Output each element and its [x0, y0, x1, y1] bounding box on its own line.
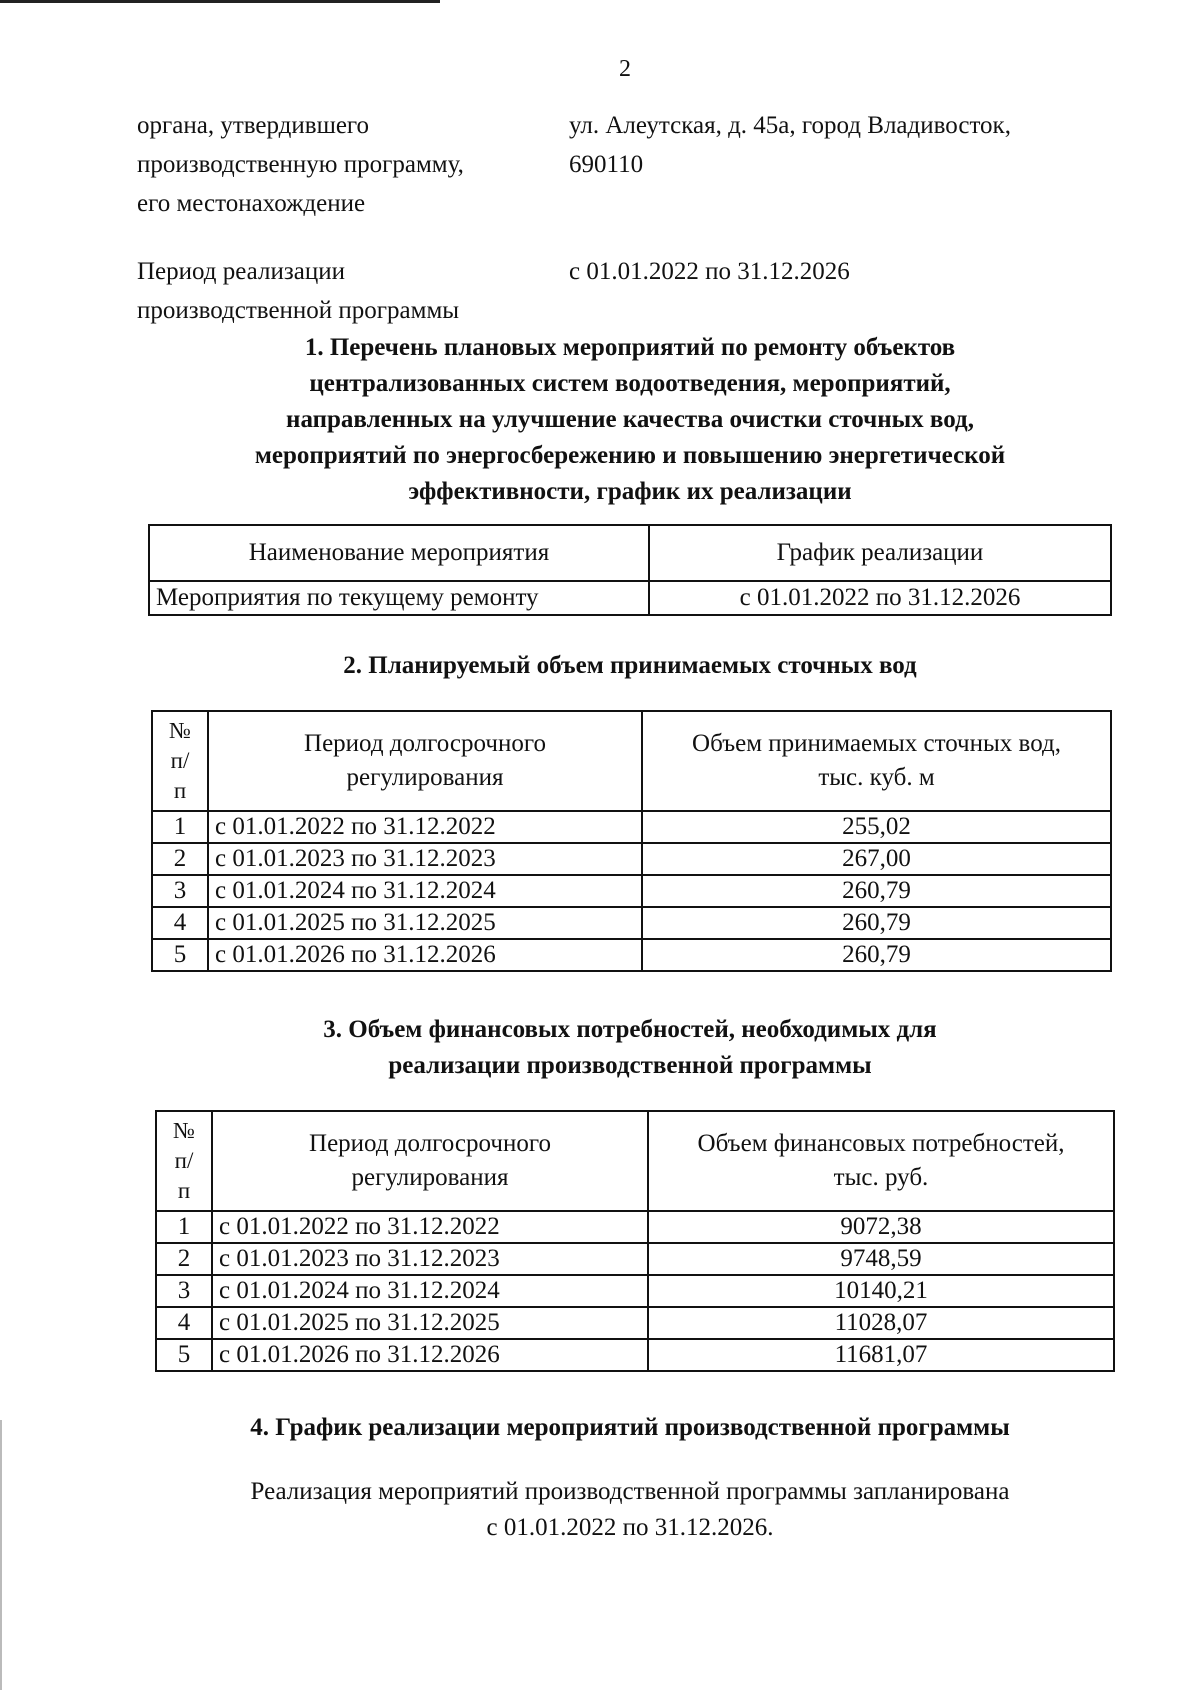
- table-row: [156, 1307, 1114, 1339]
- section4-text-line: с 01.01.2022 по 31.12.2026.: [486, 1514, 774, 1541]
- authority-label-line: органа, утвердившего: [137, 112, 370, 139]
- header-line: тыс. куб. м: [818, 764, 935, 791]
- section3-title: [120, 1012, 1140, 1084]
- period-cell: с 01.01.2022 по 31.12.2022: [208, 811, 642, 843]
- wastewater-volume-table: [151, 710, 1112, 972]
- period-row: [137, 252, 1097, 332]
- header-line: п/: [170, 748, 190, 773]
- financial-column-header: [648, 1111, 1114, 1211]
- section1-title-line: направленных на улучшение качества очистки сточных вод,: [286, 406, 974, 433]
- period-cell: с 01.01.2024 по 31.12.2024: [208, 875, 642, 907]
- period-cell: с 01.01.2024 по 31.12.2024: [212, 1275, 648, 1307]
- row-number-cell: 3: [156, 1275, 212, 1307]
- row-number-cell: 2: [152, 843, 208, 875]
- row-number-cell: 1: [156, 1211, 212, 1243]
- header-line: п: [177, 1178, 191, 1203]
- section1-title-line: мероприятий по энергосбережению и повышению энергетической: [254, 442, 1006, 469]
- section1-title-line: централизованных систем водоотведения, мероприятий,: [309, 370, 951, 397]
- header-line: тыс. руб.: [833, 1164, 929, 1191]
- header-line: №: [169, 718, 191, 743]
- authority-label: [137, 106, 557, 223]
- table-header-row: [152, 711, 1111, 811]
- header-line: регулирования: [351, 1164, 509, 1191]
- authority-value-line: ул. Алеутская, д. 45а, город Владивосток,: [569, 112, 1011, 139]
- section1-title-line: эффективности, график их реализации: [408, 478, 852, 505]
- section3-title-line: 3. Объем финансовых потребностей, необходимых для: [323, 1016, 937, 1043]
- amount-cell: 9072,38: [648, 1211, 1114, 1243]
- table-row: [152, 843, 1111, 875]
- authority-label-line: производственную программу,: [137, 151, 464, 178]
- authority-value-line: 690110: [569, 151, 644, 178]
- table-row: [156, 1243, 1114, 1275]
- period-cell: с 01.01.2026 по 31.12.2026: [208, 939, 642, 971]
- period-column-header: [212, 1111, 648, 1211]
- table-row: [152, 939, 1111, 971]
- header-line: регулирования: [346, 764, 504, 791]
- header-line: Объем принимаемых сточных вод,: [692, 730, 1061, 757]
- row-number-cell: 2: [156, 1243, 212, 1275]
- period-cell: с 01.01.2023 по 31.12.2023: [212, 1243, 648, 1275]
- row-number-cell: 5: [156, 1339, 212, 1371]
- period-column-header: [208, 711, 642, 811]
- authority-label-line: его местонахождение: [137, 190, 366, 217]
- financial-needs-table: [155, 1110, 1115, 1372]
- num-column-header: [152, 711, 208, 811]
- section2-title: 2. Планируемый объем принимаемых сточных вод: [343, 652, 917, 679]
- row-number-cell: 4: [156, 1307, 212, 1339]
- header-line: Период долгосрочного: [304, 730, 546, 757]
- header-line: п/: [174, 1148, 194, 1173]
- amount-cell: 10140,21: [648, 1275, 1114, 1307]
- header-line: п: [173, 778, 187, 803]
- table-row: [156, 1339, 1114, 1371]
- table-header-row: [149, 525, 1111, 581]
- section1-title: [120, 330, 1140, 510]
- table-row: [152, 875, 1111, 907]
- volume-column-header: [642, 711, 1111, 811]
- section4-text: [120, 1474, 1140, 1546]
- period-cell: с 01.01.2025 по 31.12.2025: [212, 1307, 648, 1339]
- num-column-header: [156, 1111, 212, 1211]
- measure-schedule-cell: с 01.01.2022 по 31.12.2026: [649, 581, 1111, 615]
- table-row: [152, 811, 1111, 843]
- authority-row: [137, 106, 1097, 226]
- volume-cell: 260,79: [642, 875, 1111, 907]
- page-number: 2: [619, 56, 631, 82]
- scan-left-edge: [0, 1420, 2, 1690]
- table-row: [156, 1275, 1114, 1307]
- section4-text-line: Реализация мероприятий производственной программы запланирована: [250, 1478, 1010, 1505]
- row-number-cell: 1: [152, 811, 208, 843]
- amount-cell: 9748,59: [648, 1243, 1114, 1275]
- header-line: Объем финансовых потребностей,: [697, 1130, 1065, 1157]
- period-label-line: Период реализации: [137, 258, 345, 285]
- amount-cell: 11028,07: [648, 1307, 1114, 1339]
- scan-top-rule: [0, 0, 440, 3]
- section3-title-line: реализации производственной программы: [388, 1052, 872, 1079]
- section1-title-line: 1. Перечень плановых мероприятий по ремонту объектов: [304, 334, 956, 361]
- column-header: Наименование мероприятия: [149, 525, 649, 581]
- header-line: Период долгосрочного: [309, 1130, 551, 1157]
- amount-cell: 11681,07: [648, 1339, 1114, 1371]
- header-line: №: [173, 1118, 195, 1143]
- measures-table: [148, 524, 1112, 616]
- period-value: с 01.01.2022 по 31.12.2026: [569, 258, 850, 285]
- row-number-cell: 5: [152, 939, 208, 971]
- table-row: [152, 907, 1111, 939]
- column-header: График реализации: [649, 525, 1111, 581]
- period-cell: с 01.01.2022 по 31.12.2022: [212, 1211, 648, 1243]
- volume-cell: 260,79: [642, 939, 1111, 971]
- table-row: [156, 1211, 1114, 1243]
- period-label-line: производственной программы: [137, 297, 460, 324]
- table-header-row: [156, 1111, 1114, 1211]
- row-number-cell: 4: [152, 907, 208, 939]
- volume-cell: 255,02: [642, 811, 1111, 843]
- volume-cell: 260,79: [642, 907, 1111, 939]
- section4-title: 4. График реализации мероприятий производственной программы: [250, 1414, 1010, 1441]
- period-cell: с 01.01.2025 по 31.12.2025: [208, 907, 642, 939]
- table-row: [149, 581, 1111, 615]
- measure-name-cell: Мероприятия по текущему ремонту: [149, 581, 649, 615]
- authority-value: [569, 106, 1089, 184]
- period-label: [137, 252, 557, 330]
- volume-cell: 267,00: [642, 843, 1111, 875]
- period-cell: с 01.01.2023 по 31.12.2023: [208, 843, 642, 875]
- period-cell: с 01.01.2026 по 31.12.2026: [212, 1339, 648, 1371]
- row-number-cell: 3: [152, 875, 208, 907]
